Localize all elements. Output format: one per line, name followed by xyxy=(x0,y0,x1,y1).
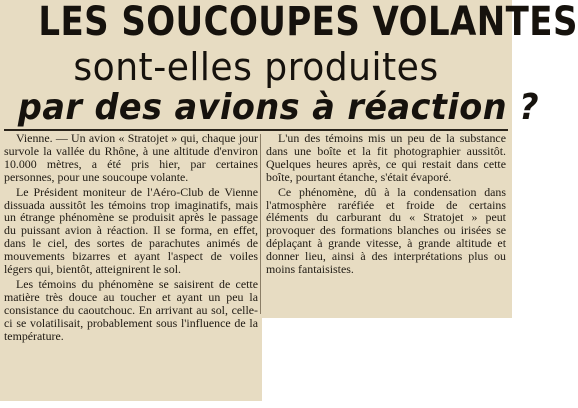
article-column-left xyxy=(4,132,258,343)
paragraph: Les témoins du phénomène se saisirent de cette matière très douce au toucher et ayant un peu la consistance du caoutchouc. En arrivant au sol, celle-ci se volatilisait, probablement sous l'influence de la température. xyxy=(4,276,258,343)
column-divider xyxy=(260,134,261,314)
headline-line-1: LES SOUCOUPES VOLANTES xyxy=(38,0,578,45)
paragraph: Le Président moniteur de l'Aéro-Club de Vienne dissuada aussitôt les témoins trop imaginatifs, mais un étrange phénomène se produisit après le passage du puissant avion à réaction. Il se forma, en effet, dans le ciel, des sortes de parachutes animés de mouvements bizarres et ayant l'aspect de voiles légers qui, bientôt, atteignirent le sol. xyxy=(4,184,258,277)
paragraph: Vienne. — Un avion « Stratojet » qui, chaque jour survole la vallée du Rhône, à une altitude d'environ 10.000 mètres, a été pris hier, par certaines personnes, pour une soucoupe volante. xyxy=(4,131,258,184)
headline-line-3: par des avions à réaction ? xyxy=(17,87,540,128)
article-column-right xyxy=(266,132,506,276)
clipping-cutout xyxy=(262,318,522,408)
paragraph: L'un des témoins mis un peu de la substance dans une boîte et la fit photographier aussitôt. Quelques heures après, ce qui restait dans cette boîte, pourtant étanche, s'était évaporé. xyxy=(266,131,506,184)
headline-line-2: sont-elles produites xyxy=(73,45,439,89)
paragraph: Ce phénomène, dû à la condensation dans l'atmosphère raréfiée et froide de certains éléments du carburant du « Stratojet » peut provoquer des formations blanches ou irisées se déplaçant à grande vitesse, à grande altitude et donner lieu, ainsi à des interprétations plus ou moins fantaisistes. xyxy=(266,184,506,277)
